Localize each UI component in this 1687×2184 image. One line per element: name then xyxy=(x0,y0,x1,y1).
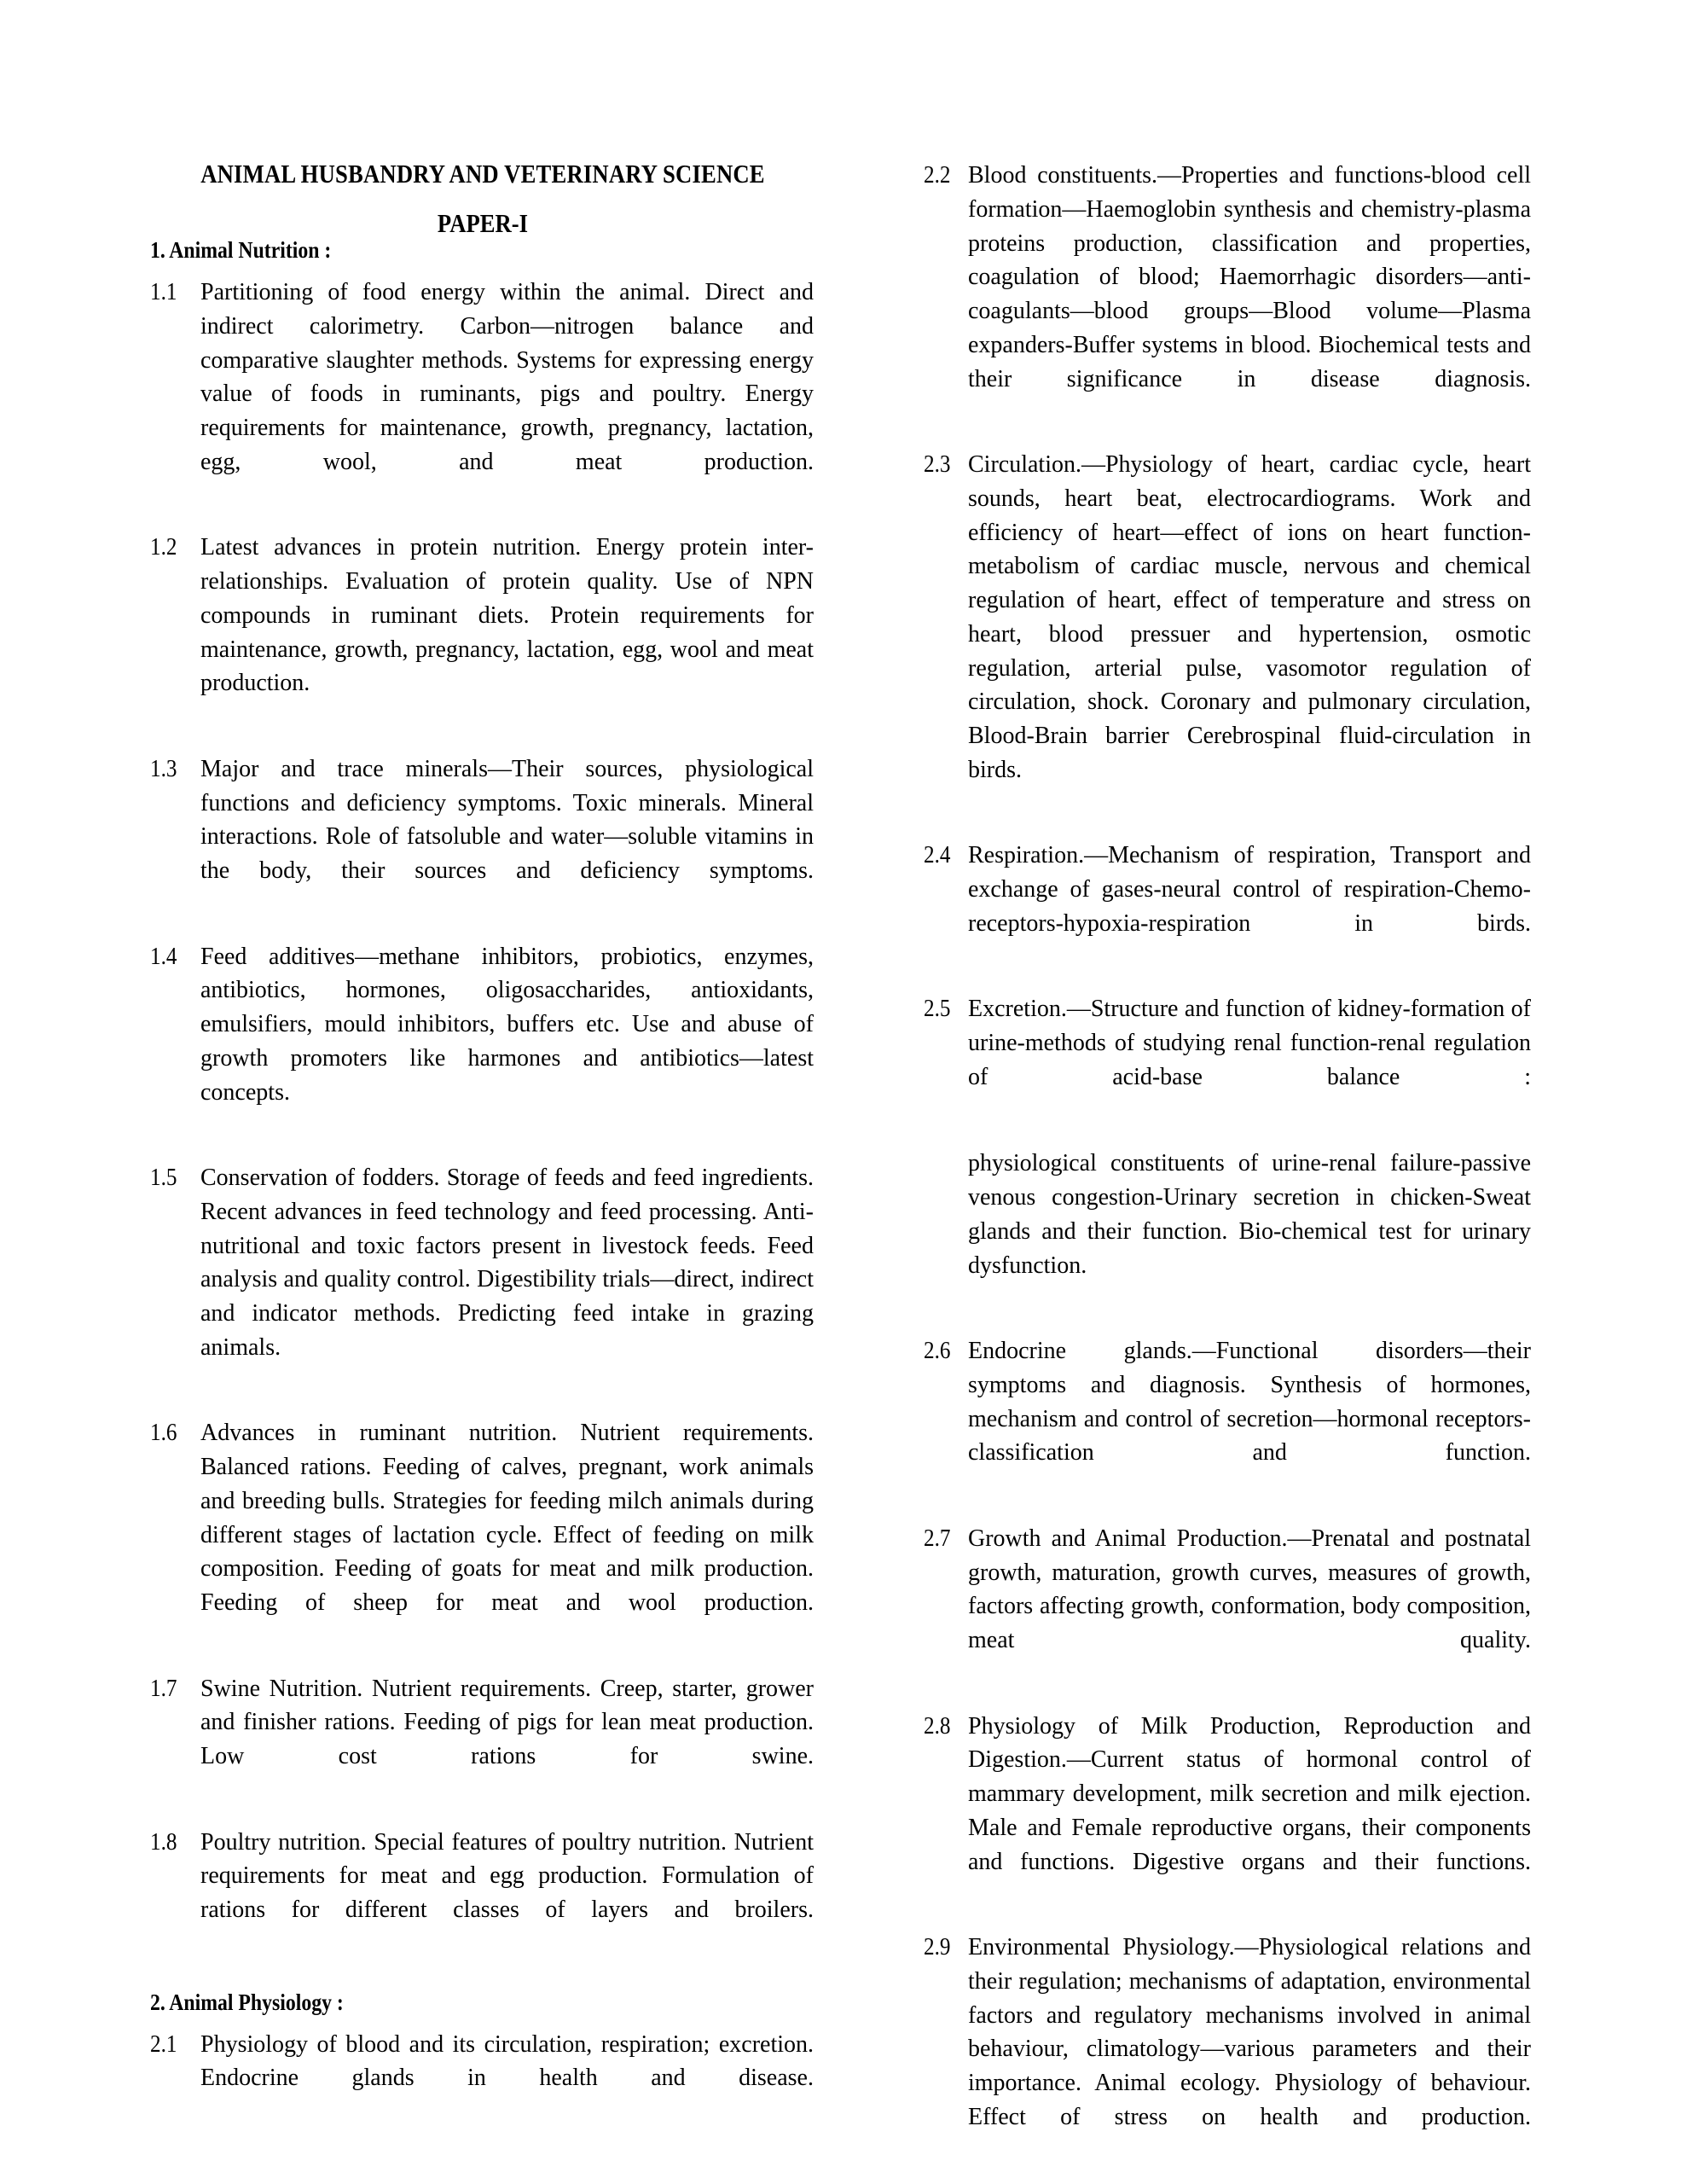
item-paragraph: Blood constituents.—Properties and functions-blood cell formation—Haemoglobin synthesis and chemistry-plasma proteins production, classification and properties, coagulation of blood; Haemorrhagic disorders—anti-coagulants—blood groups—Blood volume—Plasma expanders-Buffer systems in blood. Biochemical tests and their significance in disease diagnosis. xyxy=(968,162,1531,392)
item-number: 1.4 xyxy=(150,943,177,970)
item-number: 2.7 xyxy=(924,1525,951,1552)
item-text xyxy=(200,1826,814,1961)
item-paragraph: Growth and Animal Production.—Prenatal and postnatal growth, maturation, growth curves, measures of growth, factors affecting growth, conformation, body composition, meat quality. xyxy=(968,1525,1531,1653)
item-paragraph: Swine Nutrition. Nutrient requirements. Creep, starter, grower and finisher rations. Feeding of pigs for lean meat production. Low cost rations for swine. xyxy=(200,1675,814,1769)
item-text xyxy=(968,159,1531,430)
section-title: Animal Nutrition : xyxy=(169,237,332,263)
item-text xyxy=(200,1672,814,1808)
paper-subtitle: PAPER-I xyxy=(437,207,529,238)
syllabus-item xyxy=(924,1931,1531,2168)
item-paragraph: Endocrine glands.—Functional disorders—their symptoms and diagnosis. Synthesis of hormones, mechanism and control of secretion—hormonal receptors-classification and function. xyxy=(968,1338,1531,1467)
syllabus-item xyxy=(924,448,1531,821)
syllabus-item xyxy=(150,1161,814,1398)
item-paragraph: Conservation of fodders. Storage of feeds and feed ingredients. Recent advances in feed technology and feed processing. Anti-nutritional and toxic factors present in livestock feeds. Feed analysis and quality control. Digestibility trials—direct, indirect and indicator methods. Predicting feed intake in grazing animals. xyxy=(200,1165,814,1361)
item-text xyxy=(200,2028,814,2129)
section-heading-2 xyxy=(150,1989,734,2016)
item-paragraph: Respiration.—Mechanism of respiration, Transport and exchange of gases-neural control of respiration-Chemo-receptors-hypoxia-respiration in birds. xyxy=(968,842,1531,937)
item-paragraph: Excretion.—Structure and function of kidney-formation of urine-methods of studying renal function-renal regulation of acid-base balance : xyxy=(968,996,1531,1090)
item-paragraph: Latest advances in protein nutrition. Energy protein inter-relationships. Evaluation of protein quality. Use of NPN compounds in ruminant diets. Protein requirements for maintenance, growth, pregnancy, lactation, egg, wool and meat production. xyxy=(200,534,814,697)
item-text xyxy=(200,1416,814,1653)
syllabus-item xyxy=(924,1334,1531,1504)
item-paragraph: Major and trace minerals—Their sources, physiological functions and deficiency symptoms. Toxic minerals. Mineral interactions. Role of fatsoluble and water—soluble vitamins in the body, their sources and deficiency symptoms. xyxy=(200,755,814,884)
item-paragraph: Circulation.—Physiology of heart, cardiac cycle, heart sounds, heart beat, electrocardiograms. Work and efficiency of heart—effect of ions on heart function-metabolism of cardiac muscle, nervous and chemical regulation of heart, effect of temperature and stress on heart, blood pressuer and hypertension, osmotic regulation, arterial pulse, vasomotor regulation of circulation, shock. Coronary and pulmonary circulation, Blood-Brain barrier Cerebrospinal fluid-circulation in birds. xyxy=(968,451,1531,783)
item-text xyxy=(200,1161,814,1398)
syllabus-item xyxy=(150,1672,814,1808)
item-paragraph: physiological constituents of urine-renal failure-passive venous congestion-Urinary secretion in chicken-Sweat glands and their function. Bio-chemical test for urinary dysfunction. xyxy=(968,1150,1531,1279)
syllabus-item xyxy=(150,276,814,513)
item-text xyxy=(200,752,814,922)
syllabus-item xyxy=(924,839,1531,974)
syllabus-item xyxy=(150,2028,814,2129)
item-text xyxy=(200,940,814,1144)
item-number: 2.5 xyxy=(924,996,951,1023)
section-number: 1. xyxy=(150,237,165,263)
item-text xyxy=(968,1522,1531,1692)
syllabus-item xyxy=(150,1826,814,1961)
document-title: ANIMAL HUSBANDRY AND VETERINARY SCIENCE xyxy=(200,159,765,189)
section-heading-1 xyxy=(150,237,734,264)
item-number: 2.9 xyxy=(924,1934,951,1960)
item-paragraph: Feed additives—methane inhibitors, probiotics, enzymes, antibiotics, hormones, oligosaccharides, antioxidants, emulsifiers, mould inhibitors, buffers etc. Use and abuse of growth promoters like harmones and antibiotics—latest concepts. xyxy=(200,943,814,1106)
item-number: 1.7 xyxy=(150,1675,177,1702)
item-paragraph: Physiology of Milk Production, Reproduction and Digestion.—Current status of hormonal control of mammary development, milk secretion and milk ejection. Male and Female reproductive organs, their components and functions. Digestive organs and their functions. xyxy=(968,1712,1531,1875)
item-paragraph: Advances in ruminant nutrition. Nutrient requirements. Balanced rations. Feeding of calves, pregnant, work animals and breeding bulls. Strategies for feeding milch animals during different stages of lactation cycle. Effect of feeding on milk composition. Feeding of goats for meat and milk production. Feeding of sheep for meat and wool production. xyxy=(200,1420,814,1616)
item-paragraph: Poultry nutrition. Special features of poultry nutrition. Nutrient requirements for meat and egg production. Formulation of rations for different classes of layers and broilers. xyxy=(200,1828,814,1923)
syllabus-item xyxy=(924,1710,1531,1914)
item-paragraph: Partitioning of food energy within the animal. Direct and indirect calorimetry. Carbon—nitrogen balance and comparative slaughter methods. Systems for expressing energy value of foods in ruminants, pigs and poultry. Energy requirements for maintenance, growth, pregnancy, lactation, egg, wool, and meat production. xyxy=(200,279,814,475)
syllabus-item xyxy=(150,1416,814,1653)
section-title: Animal Physiology : xyxy=(169,1989,344,2015)
syllabus-item xyxy=(924,159,1531,430)
item-paragraph: Environmental Physiology.—Physiological relations and their regulation; mechanisms of adaptation, environmental factors and regulatory mechanisms involved in animal behaviour, climatology—various parameters and their importance. Animal ecology. Physiology of behaviour. Effect of stress on health and production. xyxy=(968,1934,1531,2130)
item-number: 2.4 xyxy=(924,842,951,869)
item-number: 2.6 xyxy=(924,1338,951,1364)
item-number: 1.1 xyxy=(150,279,177,305)
item-text xyxy=(200,531,814,735)
item-text xyxy=(968,839,1531,974)
item-number: 1.5 xyxy=(150,1165,177,1191)
syllabus-item xyxy=(924,992,1531,1316)
item-paragraph: Physiology of blood and its circulation, respiration; excretion. Endocrine glands in health and disease. xyxy=(200,2030,814,2092)
item-number: 2.3 xyxy=(924,451,951,478)
section-spacer xyxy=(150,1979,814,1989)
item-number: 2.1 xyxy=(150,2030,177,2058)
left-column xyxy=(150,0,814,2147)
item-number: 1.2 xyxy=(150,534,177,561)
item-text xyxy=(968,448,1531,821)
item-number: 1.8 xyxy=(150,1828,177,1856)
section-number: 2. xyxy=(150,1989,165,2015)
syllabus-item xyxy=(150,531,814,735)
syllabus-item xyxy=(924,1522,1531,1692)
right-column xyxy=(924,0,1531,2184)
item-text xyxy=(968,1334,1531,1504)
syllabus-item xyxy=(150,752,814,922)
item-text xyxy=(200,276,814,513)
item-number: 1.6 xyxy=(150,1420,177,1447)
item-number: 1.3 xyxy=(150,755,177,782)
item-text xyxy=(968,1710,1531,1914)
syllabus-item xyxy=(150,940,814,1144)
item-number: 2.2 xyxy=(924,162,951,189)
item-number: 2.8 xyxy=(924,1712,951,1740)
item-text xyxy=(968,1931,1531,2168)
item-text xyxy=(968,992,1531,1316)
